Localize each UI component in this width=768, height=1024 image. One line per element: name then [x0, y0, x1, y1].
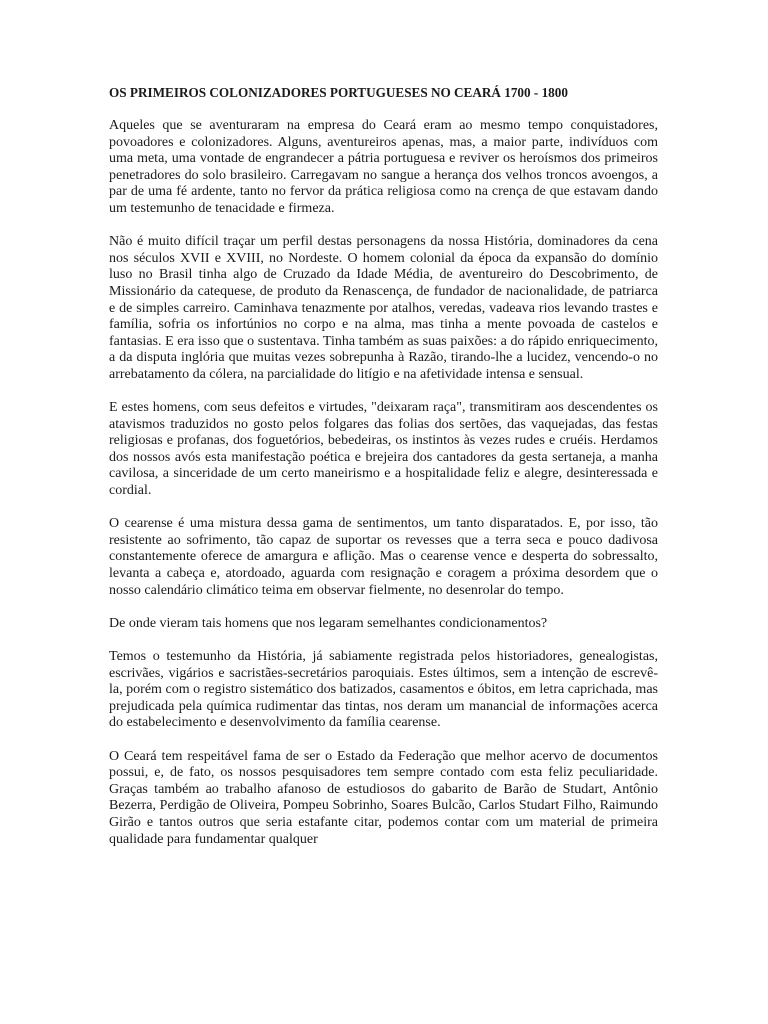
paragraph-6: Temos o testemunho da História, já sabiamente registrada pelos historiadores, genealogistas, escrivães, vigários e sacristães-secretários paroquiais. Estes últimos, sem a intenção de escrevê-la, porém com o registro sistemático dos batizados, casamentos e óbitos, em letra caprichada, mas prejudicada pela química rudimentar das tintas, nos deram um manancial de informações acerca do estabelecimento e desenvolvimento da família cearense. — [109, 649, 658, 731]
document-page — [109, 85, 658, 848]
document-title: OS PRIMEIROS COLONIZADORES PORTUGUESES NO CEARÁ 1700 - 1800 — [109, 85, 568, 100]
paragraph-7: O Ceará tem respeitável fama de ser o Estado da Federação que melhor acervo de documentos possui, e, de fato, os nossos pesquisadores tem sempre contado com esta feliz peculiaridade. Graças também ao trabalho afanoso de estudiosos do gabarito de Barão de Studart, Antônio Bezerra, Perdigão de Oliveira, Pompeu Sobrinho, Soares Bulcão, Carlos Studart Filho, Raimundo Girão e tantos outros que seria estafante citar, podemos contar com um material de primeira qualidade para fundamentar qualquer — [109, 748, 658, 847]
paragraph-5: De onde vieram tais homens que nos legaram semelhantes condicionamentos? — [109, 615, 548, 631]
paragraph-1: Aqueles que se aventuraram na empresa do Ceará eram ao mesmo tempo conquistadores, povoadores e colonizadores. Alguns, aventureiros apenas, mas, a maior parte, indivíduos com uma meta, uma vontade de engrandecer a pátria portuguesa e reviver os heroísmos dos primeiros penetradores do solo brasileiro. Carregavam no sangue a herança dos velhos troncos avoengos, a par de uma fé ardente, tanto no fervor da prática religiosa como na crença de que estavam dando um testemunho de tenacidade e firmeza. — [109, 118, 658, 216]
paragraph-2: Não é muito difícil traçar um perfil destas personagens da nossa História, dominadores da cena nos séculos XVII e XVIII, no Nordeste. O homem colonial da época da expansão do domínio luso no Brasil tinha algo de Cruzado da Idade Média, de aventureiro do Descobrimento, de Missionário da catequese, de produto da Renascença, de fundador de nacionalidade, de patriarca e de simples carreiro. Caminhava tenazmente por atalhos, veredas, vadeava rios levando trastes e família, sofria os infortúnios no corpo e na alma, mas tinha a mente povoada de castelos e fantasias. E era isso que o sustentava. Tinha também as suas paixões: a do rápido enriquecimento, a da disputa inglória que muitas vezes sobrepunha à Razão, tirando-lhe a lucidez, vencendo-o no arrebatamento da cólera, na parcialidade do litígio e na afetividade intensa e sensual. — [109, 234, 658, 382]
paragraph-3: E estes homens, com seus defeitos e virtudes, "deixaram raça", transmitiram aos descendentes os atavismos traduzidos no gosto pelos folgares das folias dos sertões, das vaquejadas, das festas religiosas e profanas, dos foguetórios, bebedeiras, os instintos às vezes rudes e cruéis. Herdamos dos nossos avós esta manifestação poética e brejeira dos cantadores da gesta sertaneja, a manha cavilosa, a sinceridade de um certo maneirismo e a hospitalidade feliz e alegre, desinteressada e cordial. — [109, 400, 658, 499]
paragraph-4: O cearense é uma mistura dessa gama de sentimentos, um tanto disparatados. E, por isso, tão resistente ao sofrimento, tão capaz de suportar os revesses que a terra seca e pouco dadivosa constantemente oferece de amargura e aflição. Mas o cearense vence e desperta do sobressalto, levanta a cabeça e, atordoado, aguarda com resignação e coragem a próxima desordem que o nosso calendário climático teima em observar fielmente, no desenrolar do tempo. — [109, 516, 658, 598]
